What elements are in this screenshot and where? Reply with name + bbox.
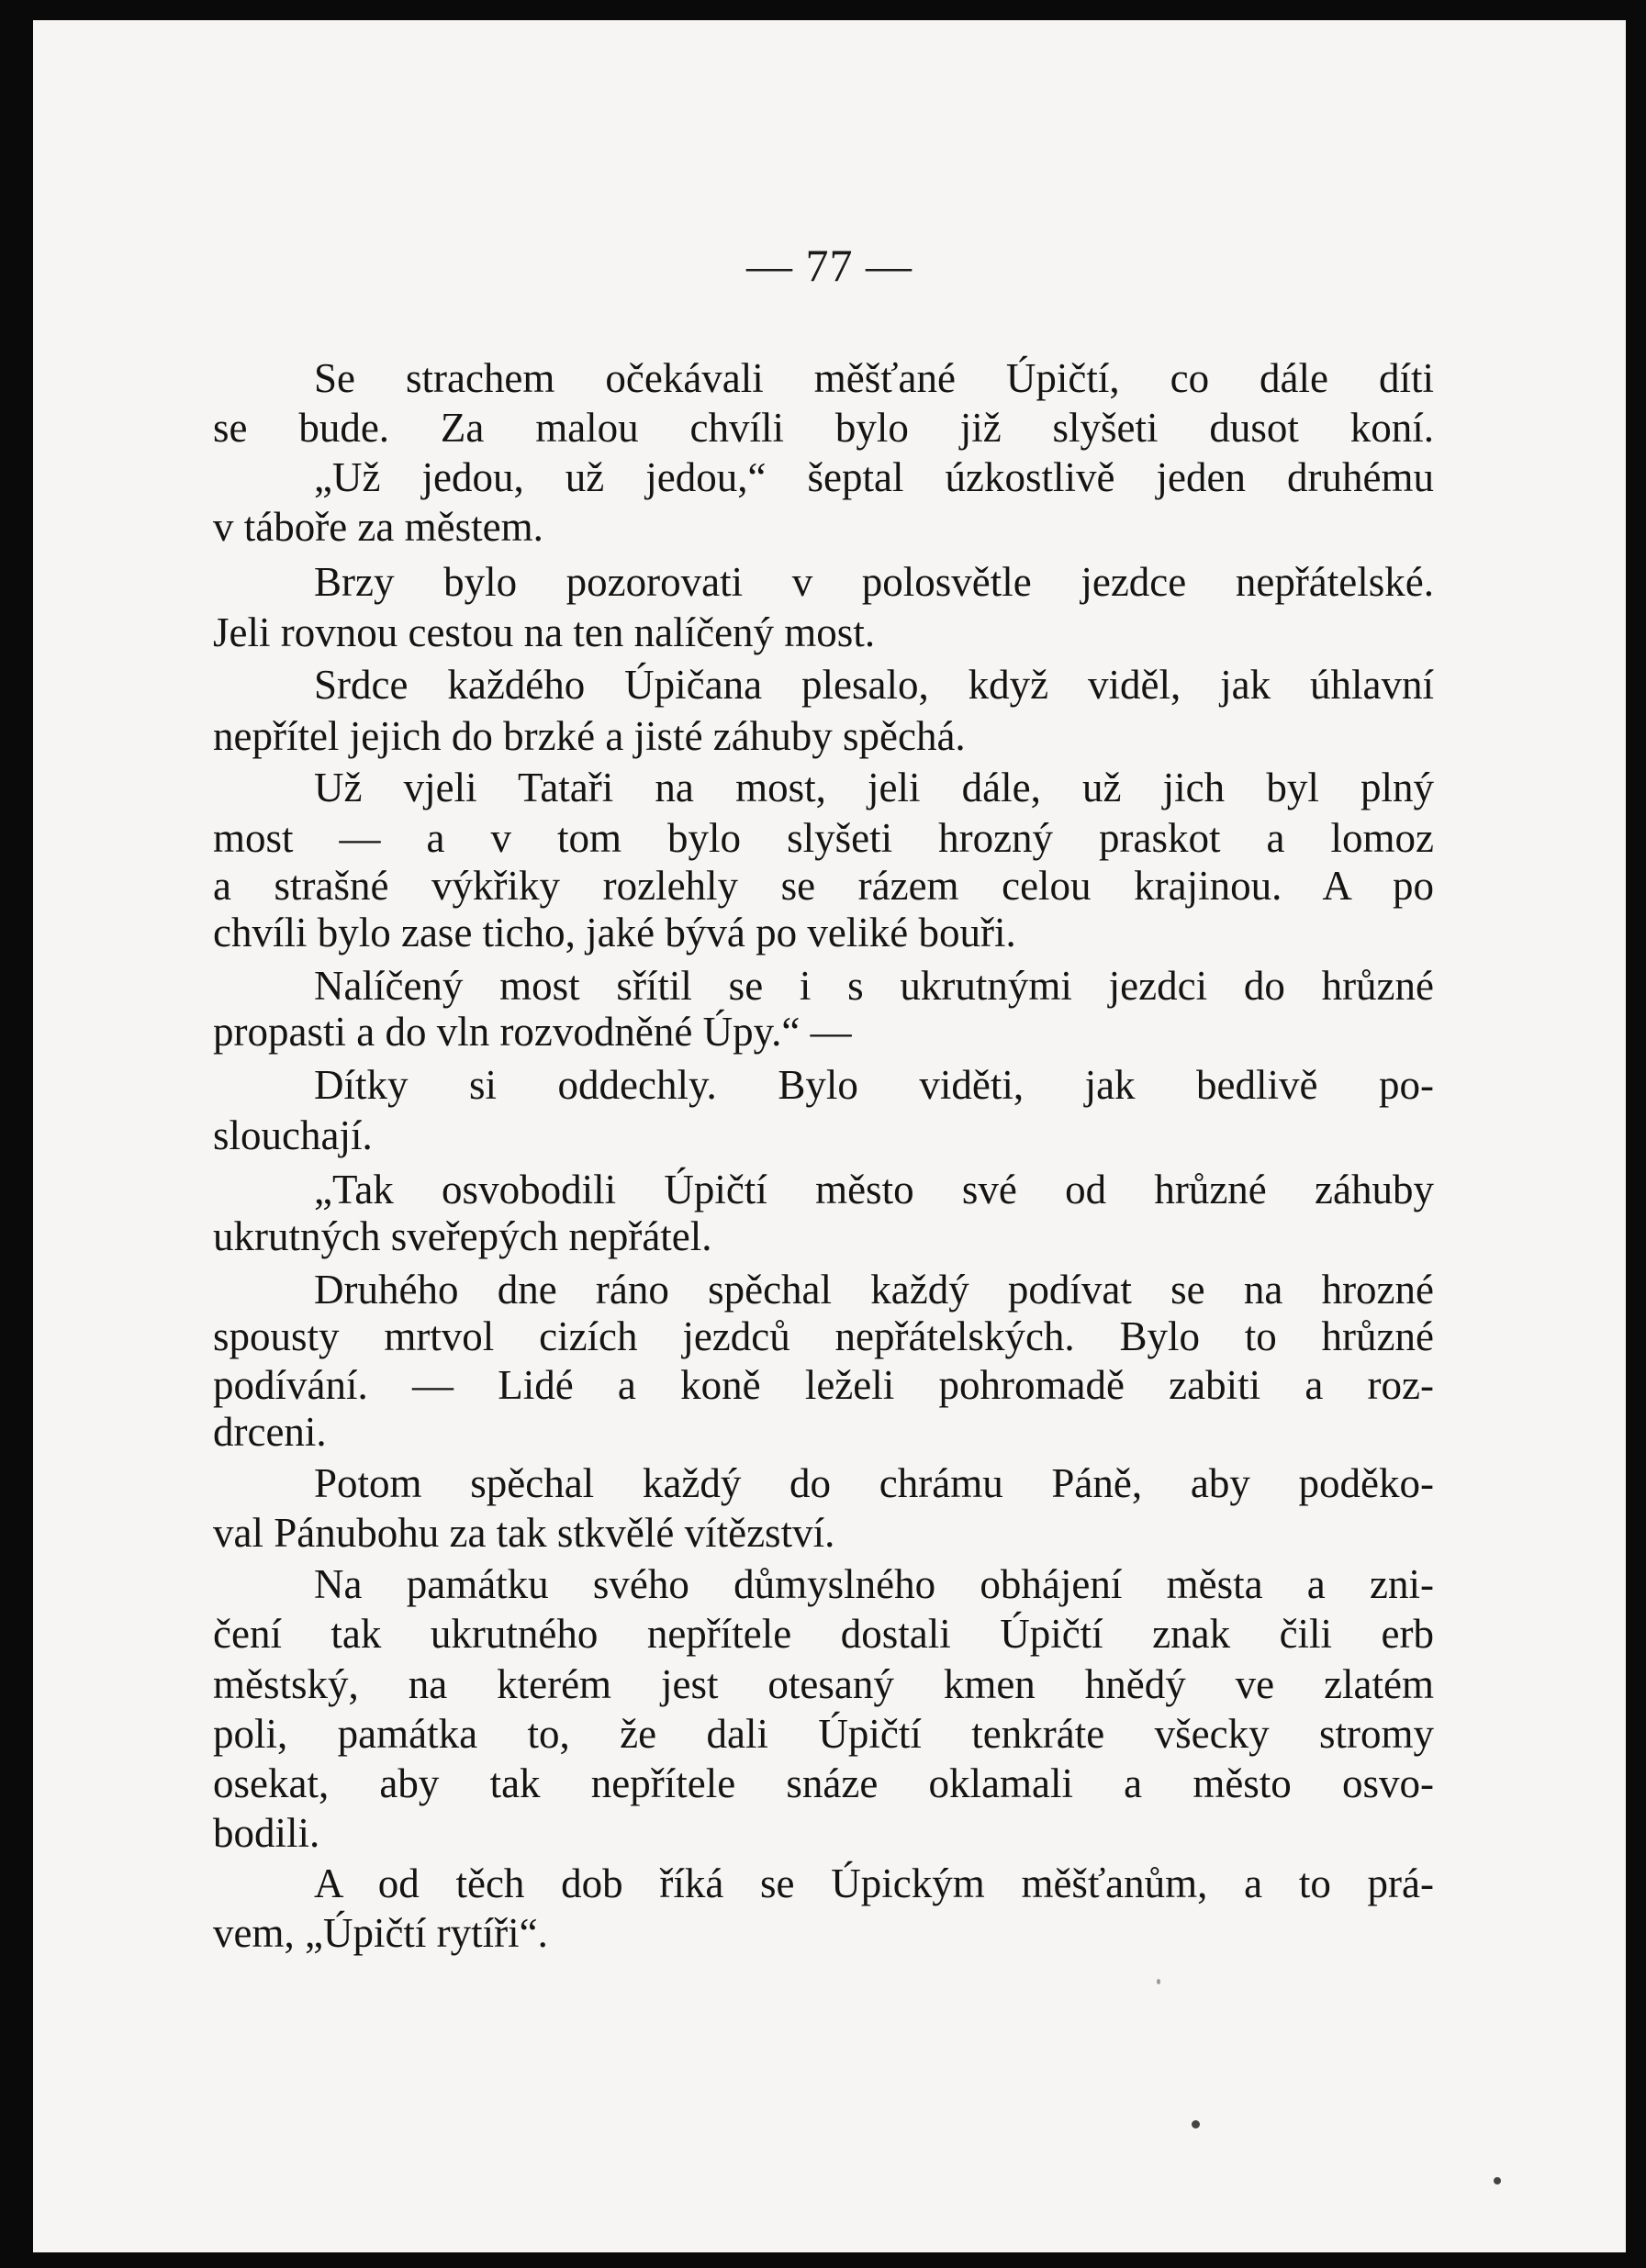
text-line: Na památku svého důmyslného obhájení města a zni- [314,1561,1434,1607]
text-line: městský, na kterém jest otesaný kmen hnědý ve zlatém [213,1661,1434,1707]
text-line: se bude. Za malou chvíli bylo již slyšeti dusot koní. [213,405,1434,451]
text-line: ukrutných sveřepých nepřátel. [213,1213,712,1259]
text-line: spousty mrtvol cizích jezdců nepřátelských. Bylo to hrůzné [213,1313,1434,1359]
text-line: vem, „Úpičtí rytíři“. [213,1910,548,1956]
paper-speck [1157,1979,1160,1984]
text-line: a strašné výkřiky rozlehly se rázem celou krajinou. A po [213,863,1434,909]
text-line: čení tak ukrutného nepřítele dostali Úpičtí znak čili erb [213,1611,1434,1657]
text-line: Dítky si oddechly. Bylo viděti, jak bedlivě po- [314,1062,1434,1108]
text-line: A od těch dob říká se Úpickým měšťanům, a to prá- [314,1860,1434,1906]
text-line: Potom spěchal každý do chrámu Páně, aby poděko- [314,1460,1434,1506]
text-line: drceni. [213,1409,327,1455]
book-page [33,20,1626,2252]
text-line: Už vjeli Tataři na most, jeli dále, už jich byl plný [314,765,1434,810]
text-line: poli, památka to, že dali Úpičtí tenkráte všecky stromy [213,1711,1434,1757]
text-line: „Už jedou, už jedou,“ šeptal úzkostlivě jeden druhému [314,454,1434,500]
text-line: Nalíčený most sřítil se i s ukrutnými jezdci do hrůzné [314,963,1434,1009]
text-line: most — a v tom bylo slyšeti hrozný praskot a lomoz [213,815,1434,861]
text-line: chvíli bylo zase ticho, jaké bývá po veliké bouři. [213,910,1016,955]
text-line: bodili. [213,1810,320,1856]
text-line: „Tak osvobodili Úpičtí město své od hrůzné záhuby [314,1167,1434,1212]
text-line: val Pánubohu za tak stkvělé vítězství. [213,1510,835,1556]
text-line: slouchají. [213,1112,373,1158]
text-line: nepřítel jejich do brzké a jisté záhuby spěchá. [213,713,966,759]
text-line: propasti a do vln rozvodněné Úpy.“ — [213,1009,852,1055]
text-line: Druhého dne ráno spěchal každý podívat se na hrozné [314,1267,1434,1313]
text-line: v táboře za městem. [213,504,543,550]
paper-speck [1494,2177,1501,2184]
text-line: podívání. — Lidé a koně leželi pohromadě zabiti a roz- [213,1362,1434,1408]
paper-speck [1192,2120,1200,2128]
text-line: Brzy bylo pozorovati v polosvětle jezdce nepřátelské. [314,559,1434,605]
page-number: — 77 — [746,240,913,291]
text-line: Srdce každého Úpičana plesalo, když viděl, jak úhlavní [314,662,1434,708]
text-line: Jeli rovnou cestou na ten nalíčený most. [213,609,876,655]
text-line: Se strachem očekávali měšťané Úpičtí, co dále díti [314,355,1434,401]
text-line: osekat, aby tak nepřítele snáze oklamali a město osvo- [213,1760,1434,1806]
